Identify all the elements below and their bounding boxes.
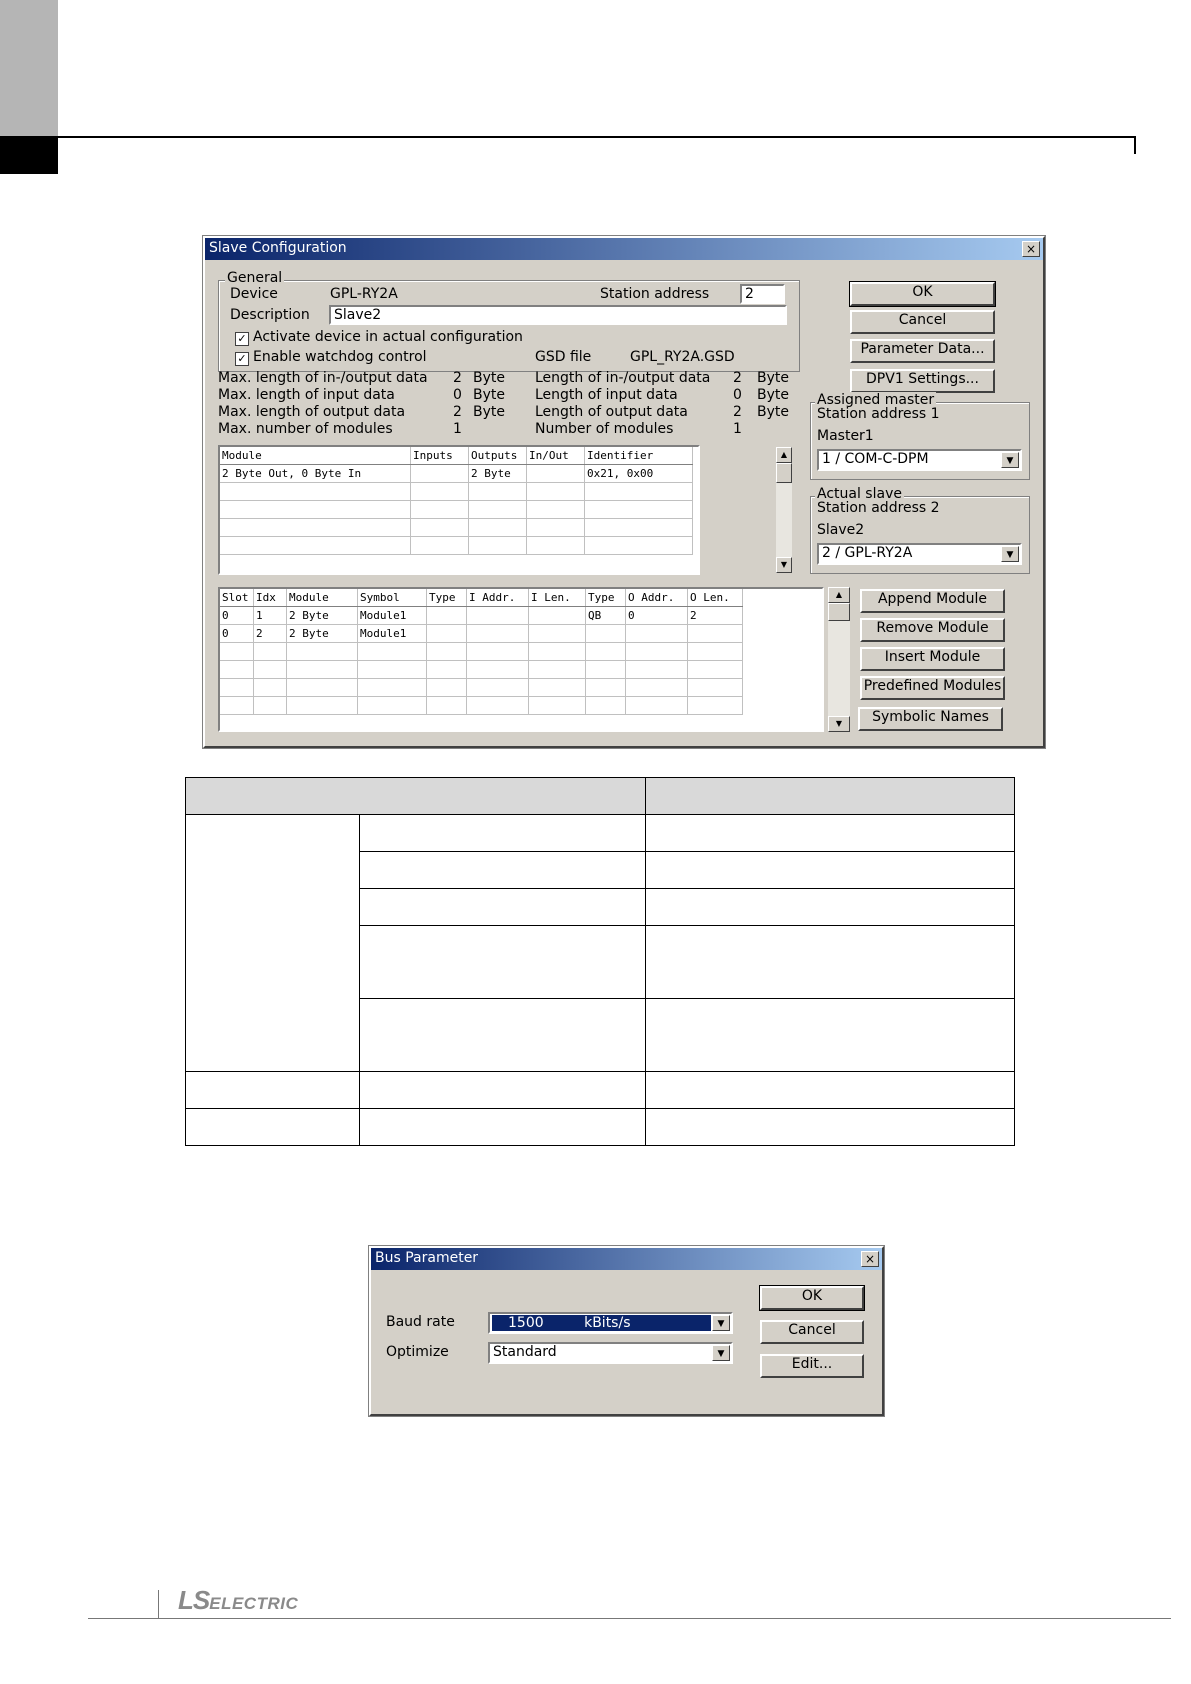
column-header[interactable]: Type — [427, 589, 467, 607]
table-cell — [358, 661, 427, 679]
ok-button[interactable] — [760, 1286, 864, 1310]
table-cell: Module1 — [358, 607, 427, 625]
table-cell — [469, 537, 527, 555]
limit-unit: Byte — [473, 370, 505, 386]
insert-module-label: Insert Module — [884, 649, 981, 665]
header-rule-tick — [1134, 136, 1136, 154]
watchdog-label: Enable watchdog control — [253, 349, 427, 365]
module-table-grid — [220, 447, 693, 555]
table-cell — [586, 697, 626, 715]
table-cell: 0 — [220, 625, 254, 643]
table-cell — [586, 643, 626, 661]
table-cell — [646, 1072, 1015, 1109]
column-header[interactable]: I Len. — [529, 589, 586, 607]
ok-button[interactable] — [850, 282, 995, 306]
ls-electric-logo — [178, 1585, 298, 1616]
table-cell — [220, 679, 254, 697]
edit-button-label: Edit... — [791, 1356, 833, 1372]
table-cell — [585, 537, 693, 555]
table-cell — [186, 1072, 360, 1109]
dpv1-settings-button[interactable] — [850, 369, 995, 393]
logo-electric: ELECTRIC — [209, 1594, 299, 1613]
table-cell — [467, 661, 529, 679]
column-header[interactable]: O Len. — [688, 589, 743, 607]
table-cell — [529, 643, 586, 661]
table-cell — [467, 679, 529, 697]
slot-table-grid — [220, 589, 743, 715]
table-cell — [254, 661, 287, 679]
scroll-down-icon[interactable]: ▼ — [776, 557, 792, 573]
column-header[interactable]: Slot — [220, 589, 254, 607]
table-cell — [626, 661, 688, 679]
table-cell — [469, 519, 527, 537]
table-cell: 2 — [688, 607, 743, 625]
watchdog-checkbox[interactable]: ✓ — [235, 352, 249, 366]
table-row[interactable] — [220, 679, 743, 697]
description-label: Description — [230, 307, 310, 323]
header-rule — [58, 136, 1136, 138]
module-table[interactable] — [218, 445, 700, 575]
table-cell: Module1 — [358, 625, 427, 643]
optimize-value: Standard — [493, 1344, 557, 1360]
table-cell: 2 Byte — [287, 625, 358, 643]
table-cell: 0x21, 0x00 — [585, 465, 693, 483]
table-cell — [360, 926, 646, 999]
length-label: Length of output data — [535, 404, 688, 420]
footer-divider — [158, 1590, 159, 1618]
optimize-select[interactable] — [488, 1342, 733, 1364]
table-cell — [467, 607, 529, 625]
table-cell — [529, 607, 586, 625]
table-cell — [529, 625, 586, 643]
insert-module-button[interactable] — [860, 647, 1005, 671]
table-row[interactable] — [220, 607, 743, 625]
scroll-thumb[interactable] — [828, 603, 850, 621]
parameter-data-button-label: Parameter Data... — [860, 341, 985, 357]
table-cell — [646, 999, 1015, 1072]
scroll-up-icon[interactable]: ▲ — [828, 587, 850, 603]
gsd-file-label: GSD file — [535, 349, 592, 365]
scroll-up-icon[interactable]: ▲ — [776, 447, 792, 463]
table-cell: 2 Byte Out, 0 Byte In — [220, 465, 411, 483]
table-cell: 0 — [220, 607, 254, 625]
table-cell: 0 — [626, 607, 688, 625]
length-value: 2 — [733, 404, 742, 420]
assigned-master-name: Master1 — [817, 428, 874, 444]
predefined-modules-label: Predefined Modules — [863, 678, 1002, 694]
table-cell — [360, 815, 646, 852]
baud-rate-value: 1500 — [508, 1315, 544, 1331]
slave-configuration-dialog — [203, 236, 1045, 748]
table-cell — [186, 1109, 360, 1146]
dropdown-arrow-icon[interactable]: ▼ — [1001, 546, 1019, 562]
table-cell — [626, 643, 688, 661]
append-module-label: Append Module — [877, 591, 988, 607]
table-cell — [585, 483, 693, 501]
table-cell — [411, 465, 469, 483]
table-row[interactable] — [220, 643, 743, 661]
table-cell — [529, 697, 586, 715]
table-cell — [469, 501, 527, 519]
bus-parameter-titlebar — [371, 1248, 882, 1270]
edit-button[interactable] — [760, 1354, 864, 1378]
table-row[interactable] — [220, 537, 693, 555]
bus-parameter-dialog — [369, 1246, 884, 1416]
slot-table-header — [220, 589, 743, 607]
limit-label: Max. length of output data — [218, 404, 406, 420]
table-cell — [467, 697, 529, 715]
actual-slave-station: Station address 2 — [817, 500, 940, 516]
limit-value: 1 — [453, 421, 462, 437]
table-cell — [688, 679, 743, 697]
table-cell — [469, 483, 527, 501]
column-header[interactable]: Identifier — [585, 447, 693, 465]
assigned-master-station: Station address 1 — [817, 406, 940, 422]
length-unit: Byte — [757, 387, 789, 403]
parameter-table — [185, 777, 1015, 1146]
baud-rate-unit: kBits/s — [584, 1315, 631, 1331]
header-black-tab — [0, 136, 58, 174]
table-header-cell — [186, 778, 646, 815]
scroll-down-icon[interactable]: ▼ — [828, 716, 850, 732]
table-cell — [360, 999, 646, 1072]
activate-label: Activate device in actual configuration — [253, 329, 523, 345]
table-cell — [358, 697, 427, 715]
table-cell — [467, 643, 529, 661]
table-cell — [427, 697, 467, 715]
column-header[interactable]: Type — [586, 589, 626, 607]
table-cell — [287, 679, 358, 697]
limit-unit: Byte — [473, 404, 505, 420]
ok-button-label: OK — [801, 1288, 823, 1304]
table-cell: 1 — [254, 607, 287, 625]
parameter-data-button[interactable] — [850, 339, 995, 363]
limit-label: Max. length of in-/output data — [218, 370, 428, 386]
table-cell — [411, 537, 469, 555]
actual-slave-label: Actual slave — [817, 486, 902, 502]
table-cell — [527, 465, 585, 483]
table-cell — [585, 501, 693, 519]
table-cell — [626, 679, 688, 697]
dialog-title: Slave Configuration — [209, 240, 347, 256]
table-cell — [427, 607, 467, 625]
limit-label: Max. length of input data — [218, 387, 395, 403]
table-cell — [360, 852, 646, 889]
table-cell — [688, 661, 743, 679]
table-cell — [220, 501, 411, 519]
table-cell — [646, 1109, 1015, 1146]
table-cell — [527, 501, 585, 519]
table-cell — [529, 679, 586, 697]
table-cell — [358, 679, 427, 697]
length-label: Length of in-/output data — [535, 370, 711, 386]
table-cell — [186, 815, 360, 1072]
table-cell — [427, 625, 467, 643]
table-row[interactable] — [220, 483, 693, 501]
length-label: Number of modules — [535, 421, 674, 437]
column-header[interactable]: Module — [220, 447, 411, 465]
description-input[interactable]: Slave2 — [329, 305, 787, 325]
limit-label: Max. number of modules — [218, 421, 393, 437]
limit-value: 2 — [453, 404, 462, 420]
actual-slave-name: Slave2 — [817, 522, 865, 538]
table-cell — [527, 483, 585, 501]
remove-module-label: Remove Module — [876, 620, 989, 636]
column-header[interactable]: O Addr. — [626, 589, 688, 607]
table-row[interactable] — [220, 519, 693, 537]
table-cell — [467, 625, 529, 643]
table-cell: 2 — [254, 625, 287, 643]
table-cell — [360, 1072, 646, 1109]
table-cell — [529, 661, 586, 679]
column-header[interactable]: Outputs — [469, 447, 527, 465]
table-cell — [220, 643, 254, 661]
scroll-thumb[interactable] — [776, 463, 792, 483]
table-cell — [287, 643, 358, 661]
module-table-scrollbar[interactable] — [776, 447, 792, 573]
table-row[interactable] — [220, 661, 743, 679]
limit-value: 0 — [453, 387, 462, 403]
table-cell — [287, 661, 358, 679]
close-icon[interactable]: × — [1022, 241, 1040, 257]
column-header[interactable]: Module — [287, 589, 358, 607]
column-header[interactable]: I Addr. — [467, 589, 529, 607]
dialog-title: Bus Parameter — [375, 1250, 479, 1266]
table-cell — [411, 483, 469, 501]
limit-value: 2 — [453, 370, 462, 386]
table-row[interactable] — [220, 501, 693, 519]
optimize-label: Optimize — [386, 1344, 449, 1360]
table-cell — [360, 1109, 646, 1146]
assigned-master-label: Assigned master — [817, 392, 935, 408]
column-header[interactable]: Idx — [254, 589, 287, 607]
table-cell — [254, 679, 287, 697]
slave-select[interactable] — [817, 543, 1022, 565]
table-cell — [586, 661, 626, 679]
table-cell — [411, 519, 469, 537]
cancel-button-label: Cancel — [898, 312, 947, 328]
table-cell — [626, 625, 688, 643]
limit-unit: Byte — [473, 387, 505, 403]
module-table-header — [220, 447, 693, 465]
logo-ls: LS — [178, 1585, 210, 1615]
symbolic-names-label: Symbolic Names — [872, 709, 989, 725]
table-cell — [646, 926, 1015, 999]
dpv1-settings-button-label: DPV1 Settings... — [866, 371, 979, 387]
master-select-value: 1 / COM-C-DPM — [822, 451, 929, 467]
length-unit: Byte — [757, 370, 789, 386]
length-value: 2 — [733, 370, 742, 386]
cancel-button[interactable] — [850, 310, 995, 334]
remove-module-button[interactable] — [860, 618, 1005, 642]
table-cell — [254, 697, 287, 715]
table-cell — [427, 643, 467, 661]
table-cell — [646, 889, 1015, 926]
table-cell — [287, 697, 358, 715]
general-group-label: General — [227, 270, 283, 286]
dropdown-arrow-icon[interactable]: ▼ — [712, 1315, 730, 1331]
table-cell — [527, 537, 585, 555]
predefined-modules-button[interactable] — [860, 676, 1005, 700]
table-cell: QB — [586, 607, 626, 625]
table-cell — [358, 643, 427, 661]
length-unit: Byte — [757, 404, 789, 420]
table-row[interactable] — [220, 465, 693, 483]
table-cell — [527, 519, 585, 537]
device-label: Device — [230, 286, 278, 302]
footer-rule — [88, 1618, 1171, 1619]
table-cell — [688, 625, 743, 643]
table-cell — [220, 697, 254, 715]
table-cell — [220, 537, 411, 555]
baud-rate-selection — [492, 1315, 711, 1331]
table-cell — [427, 679, 467, 697]
station-address-input[interactable]: 2 — [740, 284, 785, 304]
length-label: Length of input data — [535, 387, 678, 403]
table-cell: 2 Byte — [287, 607, 358, 625]
table-cell — [646, 852, 1015, 889]
cancel-button-label: Cancel — [788, 1322, 836, 1338]
cancel-button[interactable] — [760, 1320, 864, 1344]
table-cell — [688, 697, 743, 715]
close-icon[interactable]: × — [861, 1251, 879, 1267]
table-cell — [585, 519, 693, 537]
column-header[interactable]: In/Out — [527, 447, 585, 465]
table-row[interactable] — [220, 697, 743, 715]
station-address-label: Station address — [600, 286, 710, 302]
table-cell — [254, 643, 287, 661]
table-cell — [626, 697, 688, 715]
table-cell — [688, 643, 743, 661]
table-cell — [411, 501, 469, 519]
baud-rate-label: Baud rate — [386, 1314, 455, 1330]
table-cell — [427, 661, 467, 679]
length-value: 1 — [733, 421, 742, 437]
table-cell — [220, 483, 411, 501]
baud-rate-select[interactable] — [488, 1312, 733, 1334]
column-header[interactable]: Symbol — [358, 589, 427, 607]
slot-table[interactable] — [218, 587, 824, 732]
column-header[interactable]: Inputs — [411, 447, 469, 465]
table-cell — [586, 625, 626, 643]
table-row[interactable] — [220, 625, 743, 643]
table-cell — [360, 889, 646, 926]
symbolic-names-button[interactable] — [858, 707, 1003, 731]
append-module-button[interactable] — [860, 589, 1005, 613]
table-cell — [220, 661, 254, 679]
table-header-cell — [646, 778, 1015, 815]
gsd-file-value: GPL_RY2A.GSD — [630, 349, 735, 365]
ok-button-label: OK — [912, 284, 933, 300]
table-cell: 2 Byte — [469, 465, 527, 483]
slot-table-scrollbar[interactable] — [828, 587, 850, 732]
slave-configuration-titlebar — [205, 238, 1043, 260]
header-grey-tab — [0, 0, 58, 136]
activate-checkbox[interactable]: ✓ — [235, 332, 249, 346]
master-select[interactable] — [817, 449, 1022, 471]
device-value: GPL-RY2A — [330, 286, 398, 302]
slave-select-value: 2 / GPL-RY2A — [822, 545, 913, 561]
dropdown-arrow-icon[interactable]: ▼ — [712, 1345, 730, 1361]
length-value: 0 — [733, 387, 742, 403]
table-cell — [220, 519, 411, 537]
table-cell — [586, 679, 626, 697]
dropdown-arrow-icon[interactable]: ▼ — [1001, 452, 1019, 468]
table-cell — [646, 815, 1015, 852]
